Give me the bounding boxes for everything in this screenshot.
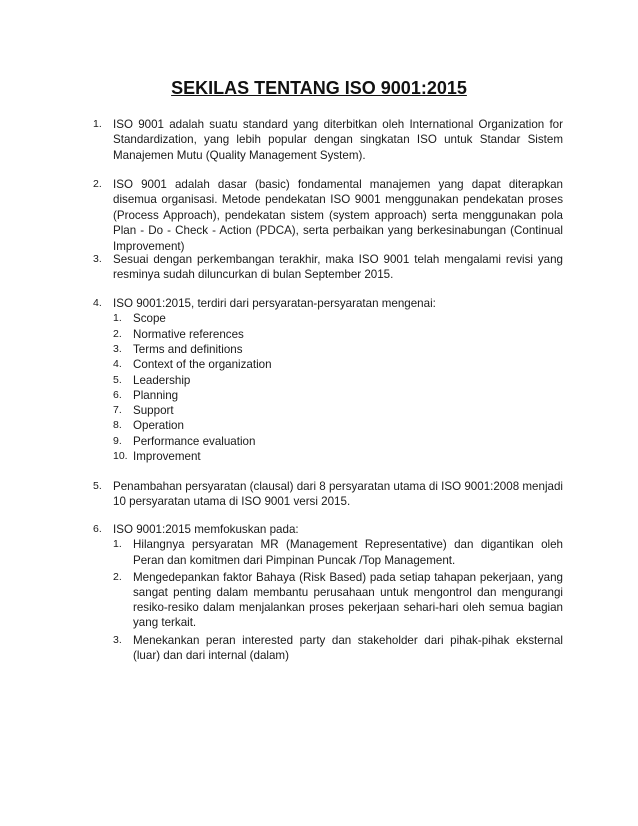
- sub-item-text: Scope: [133, 312, 166, 326]
- sub-list-item: [113, 418, 563, 433]
- list-item-5: [93, 479, 563, 510]
- item-text: ISO 9001 adalah suatu standard yang diterbitkan oleh International Organization for Standardization, yang lebih popular dengan singkatan ISO untuk Standar Sistem Manajemen Mutu (Quality Management System).: [113, 118, 563, 162]
- sub-item-number: 6.: [113, 388, 122, 401]
- sub-item-number: 1.: [113, 538, 122, 551]
- sub-item-text: Mengedepankan faktor Bahaya (Risk Based) pada setiap tahapan pekerjaan, yang sangat penting dalam membantu perusahaan untuk mengontrol dan mengurangi resiko-resiko dalam menjalankan proses pekerjaan sehari-hari oleh semua bagian yang terkait.: [133, 570, 563, 630]
- sub-list-item: [113, 357, 563, 372]
- sub-item-number: 4.: [113, 358, 122, 371]
- list-item-2: [93, 177, 563, 254]
- sub-item-text: Normative references: [133, 327, 244, 341]
- sub-item-text: Menekankan peran interested party dan stakeholder dari pihak-pihak eksternal (luar) dan dari internal (dalam): [133, 633, 563, 662]
- sub-item-text: Context of the organization: [133, 358, 272, 372]
- sub-list-item: [113, 373, 563, 388]
- sub-list-item: [113, 311, 563, 326]
- item-text: ISO 9001:2015 memfokuskan pada:: [113, 523, 299, 536]
- sub-item-text: Operation: [133, 419, 184, 433]
- sub-list-item: [113, 327, 563, 342]
- sub-item-number: 10.: [113, 450, 128, 463]
- sub-item-number: 2.: [113, 570, 122, 583]
- list-item-6: [93, 522, 563, 663]
- sub-item-number: 3.: [113, 343, 122, 355]
- list-item-3: [93, 252, 563, 283]
- sub-item-text: Terms and definitions: [133, 343, 243, 356]
- sub-list-item: [113, 570, 563, 631]
- sub-item-number: 9.: [113, 434, 122, 447]
- sub-item-number: 7.: [113, 404, 122, 417]
- sub-list-item: [113, 633, 563, 663]
- sub-list-item: [113, 434, 563, 449]
- item-number: 1.: [93, 118, 102, 130]
- list-item-4: [93, 296, 563, 464]
- item-number: 5.: [93, 480, 102, 492]
- sub-item-number: 2.: [113, 327, 122, 340]
- list-item-1: [93, 117, 563, 163]
- item-number: 2.: [93, 178, 102, 190]
- item-text: Penambahan persyaratan (clausal) dari 8 persyaratan utama di ISO 9001:2008 menjadi 10 persyaratan utama di ISO 9001 versi 2015.: [113, 480, 563, 509]
- item-text: Sesuai dengan perkembangan terakhir, maka ISO 9001 telah mengalami revisi yang resminya sudah diluncurkan di bulan September 2015.: [113, 253, 563, 282]
- sub-item-text: Support: [133, 404, 174, 418]
- sub-item-number: 1.: [113, 312, 122, 325]
- sub-item-text: Performance evaluation: [133, 434, 256, 448]
- sub-list-item: [113, 449, 563, 464]
- sub-list-item: [113, 388, 563, 403]
- page-title: SEKILAS TENTANG ISO 9001:2015: [171, 78, 467, 98]
- item-number: 3.: [93, 253, 102, 265]
- item-number: 4.: [93, 297, 102, 309]
- sub-item-text: Improvement: [133, 450, 201, 464]
- item-text: ISO 9001 adalah dasar (basic) fondamental manajemen yang dapat diterapkan disemua organisasi. Metode pendekatan ISO 9001 menggunakan pendekatan proses (Process Approach), pendekatan sistem (system approach) serta menggunakan pola Plan - Do - Check - Action (PDCA), serta perbaikan yang berkesinabungan (Continual Improvement): [113, 178, 563, 253]
- sub-item-text: Hilangnya persyaratan MR (Management Representative) dan digantikan oleh Peran dan komitmen dari Pimpinan Puncak /Top Management.: [133, 538, 563, 567]
- sub-list-item: [113, 403, 563, 418]
- item-text: ISO 9001:2015, terdiri dari persyaratan-persyaratan mengenai:: [113, 297, 436, 310]
- sub-item-number: 8.: [113, 419, 122, 432]
- item-number: 6.: [93, 523, 102, 535]
- sub-list-item: [113, 537, 563, 567]
- sub-list-item: [113, 342, 563, 357]
- sub-item-text: Leadership: [133, 373, 191, 387]
- sub-item-number: 3.: [113, 633, 122, 646]
- sub-item-text: Planning: [133, 388, 179, 402]
- sub-item-number: 5.: [113, 373, 122, 386]
